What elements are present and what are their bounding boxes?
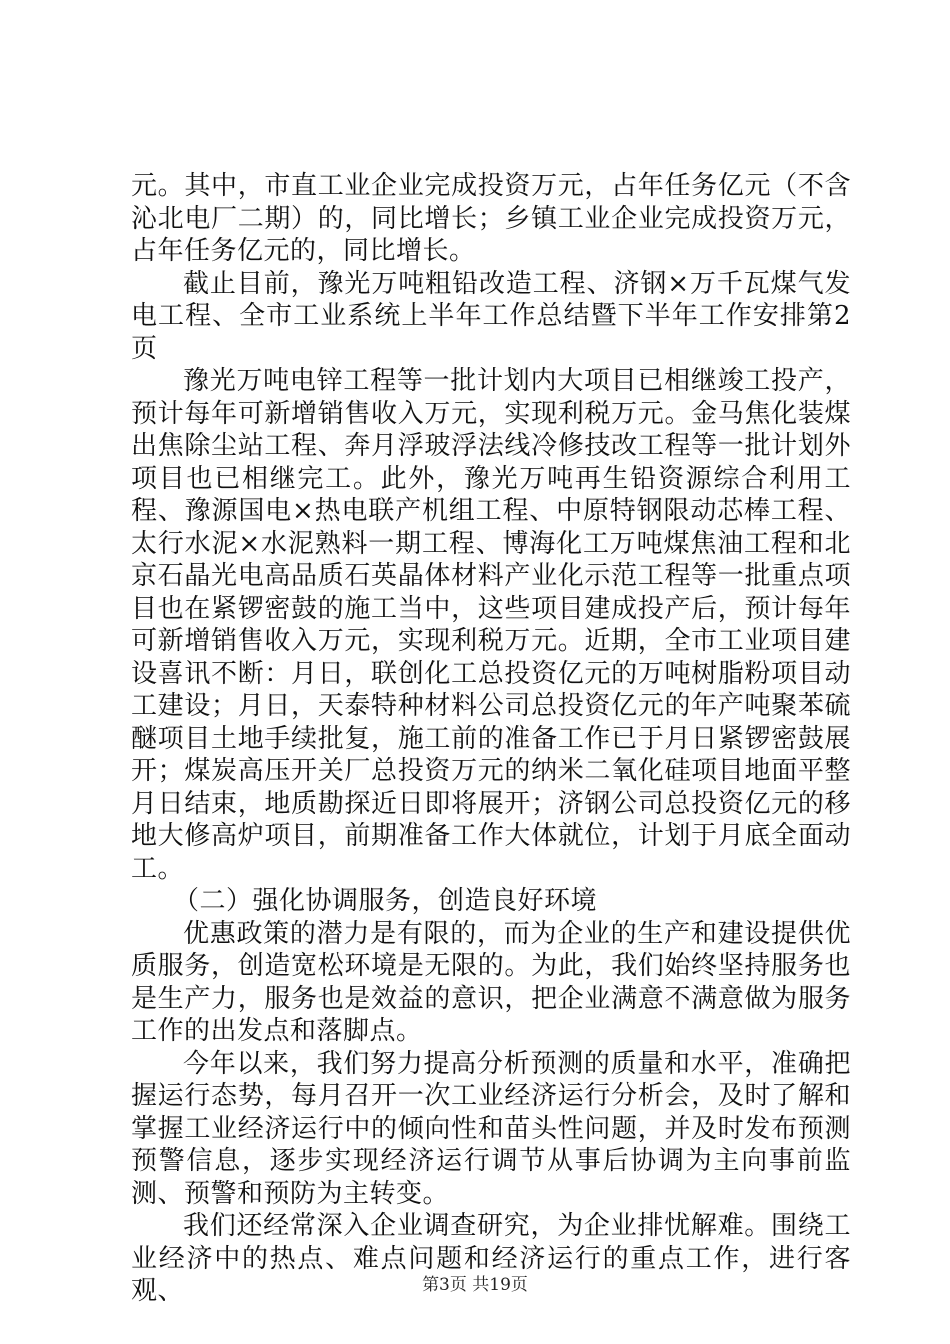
section-heading: （二）强化协调服务，创造良好环境 (173, 886, 598, 916)
document-body (131, 170, 851, 1308)
paragraph-service: 优惠政策的潜力是有限的，而为企业的生产和建设提供优质服务，创造宽松环境是无限的。为此，我们始终坚持服务也是生产力，服务也是效益的意识，把企业满意不满意做为服务工作的出发点和落脚点。 (131, 918, 851, 1046)
paragraph-research: 我们还经常深入企业调查研究，为企业排忧解难。围绕工业经济中的热点、难点问题和经济运行的重点工作，进行客观、 (131, 1211, 851, 1306)
paragraph-analysis: 今年以来，我们努力提高分析预测的质量和水平，准确把握运行态势，每月召开一次工业经济运行分析会，及时了解和掌握工业经济运行中的倾向性和苗头性问题，并及时发布预测预警信息，逐步实现经济运行调节从事后协调为主向事前监测、预警和预防为主转变。 (131, 1048, 851, 1209)
paragraph-continuation: 元。其中，市直工业企业完成投资万元，占年任务亿元（不含沁北电厂二期）的，同比增长；乡镇工业企业完成投资万元，占年任务亿元的，同比增长。 (131, 171, 851, 266)
paragraph-projects-detail: 豫光万吨电锌工程等一批计划内大项目已相继竣工投产，预计每年可新增销售收入万元，实现利税万元。金马焦化装煤出焦除尘站工程、奔月浮玻浮法线冷修技改工程等一批计划外项目也已相继完工。此外，豫光万吨再生铅资源综合利用工程、豫源国电×热电联产机组工程、中原特钢限动芯棒工程、太行水泥×水泥熟料一期工程、博海化工万吨煤焦油工程和北京石晶光电高品质石英晶体材料产业化示范工程等一批重点项目也在紧锣密鼓的施工当中，这些项目建成投产后，预计每年可新增销售收入万元，实现利税万元。近期，全市工业项目建设喜讯不断：月日，联创化工总投资亿元的万吨树脂粉项目动工建设；月日，天泰特种材料公司总投资亿元的年产吨聚苯硫醚项目土地手续批复，施工前的准备工作已于月日紧锣密鼓展开；煤炭高压开关厂总投资万元的纳米二氧化硅项目地面平整月日结束，地质勘探近日即将展开；济钢公司总投资亿元的移地大修高炉项目，前期准备工作大体就位，计划于月底全面动工。 (131, 366, 851, 884)
paragraph-projects-intro: 截止目前，豫光万吨粗铅改造工程、济钢×万千瓦煤气发电工程、全市工业系统上半年工作总结暨下半年工作安排第2页 (131, 268, 851, 364)
page-footer: 第3页 共19页 (422, 1275, 528, 1295)
